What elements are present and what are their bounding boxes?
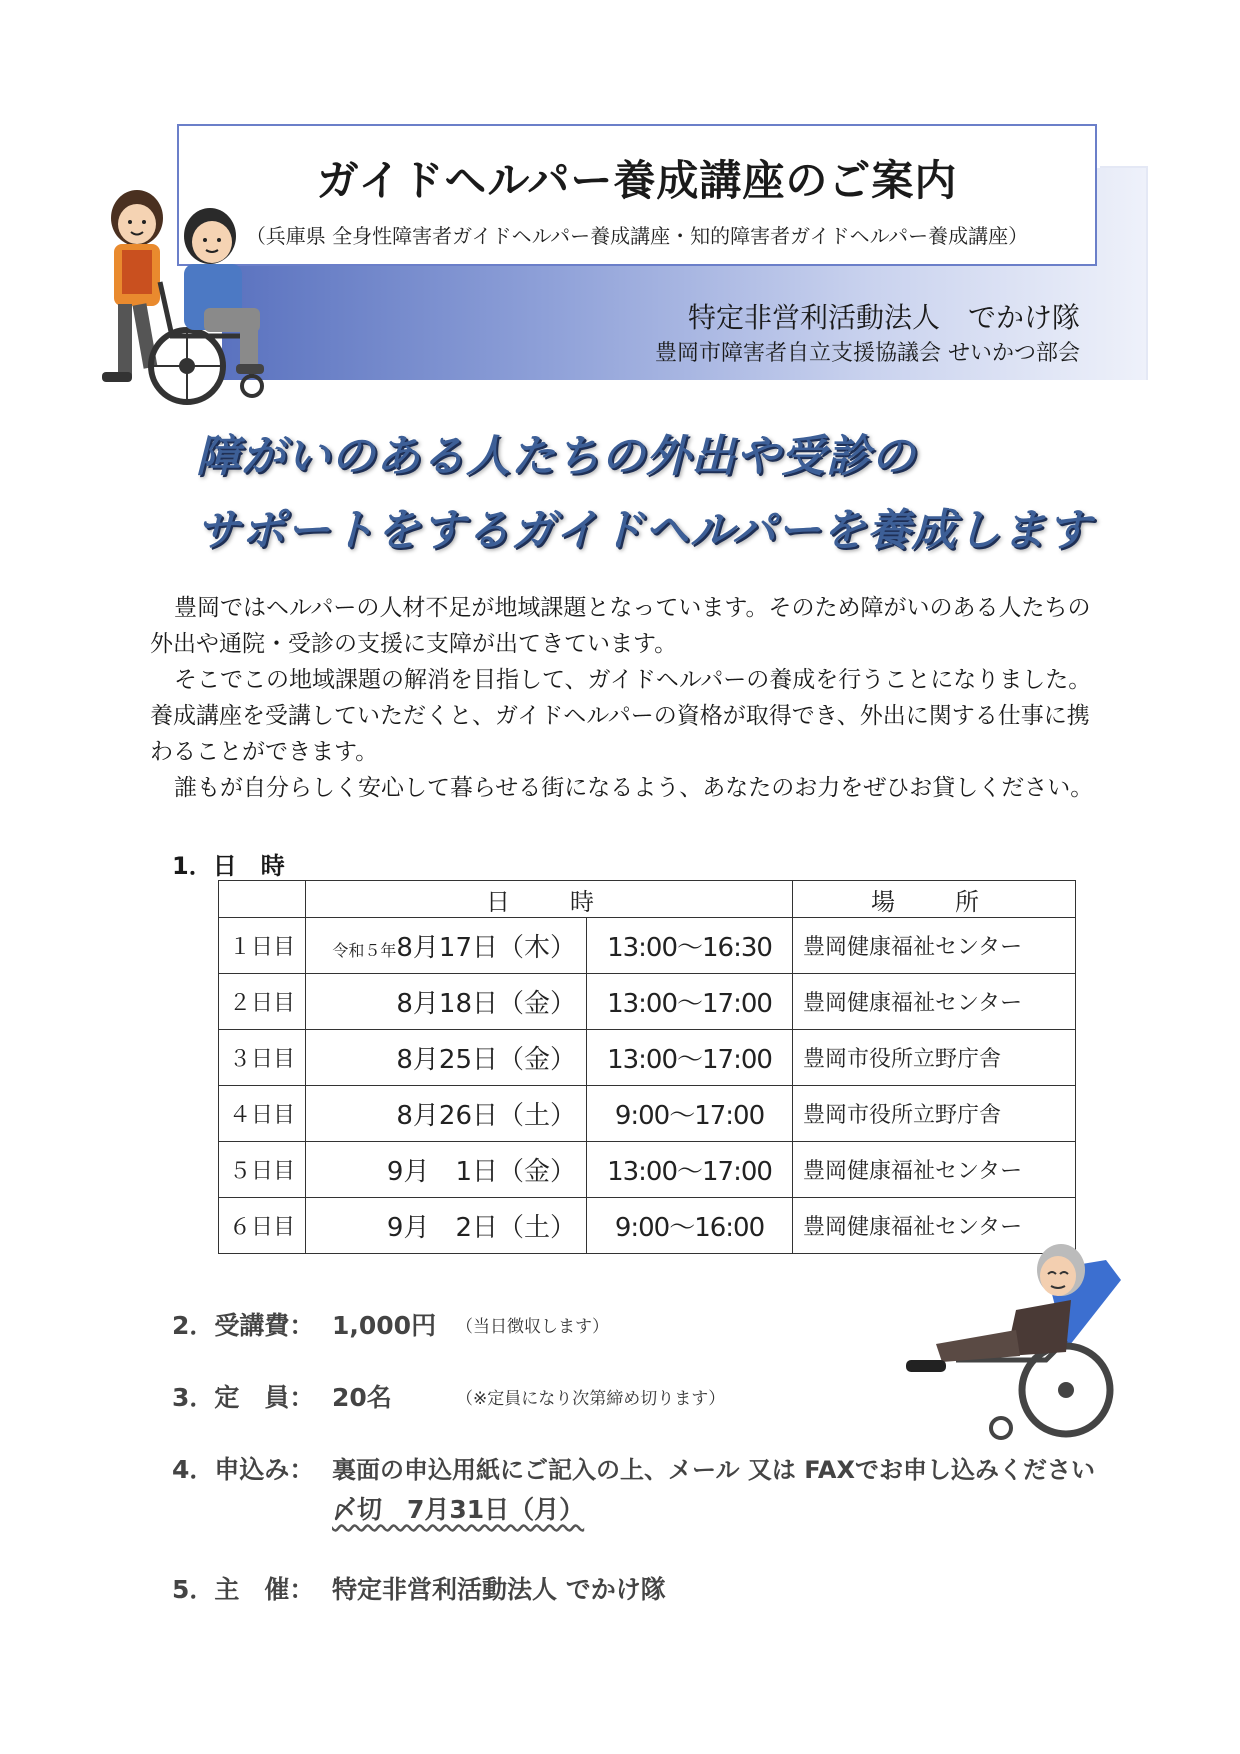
apply-value: 裏面の申込用紙にご記入の上、メール 又は FAXでお申し込みください	[332, 1456, 1095, 1484]
date-cell: 8月25日（金）	[306, 1030, 587, 1086]
day-cell: ３日目	[219, 1030, 306, 1086]
host-value: 特定非営利活動法人 でかけ隊	[332, 1575, 666, 1604]
time-cell: 13:00～16:30	[587, 918, 793, 974]
table-row	[219, 974, 1076, 1030]
time-cell: 13:00～17:00	[587, 974, 793, 1030]
date-cell	[306, 918, 587, 974]
table-header-row	[219, 881, 1076, 918]
catchphrase-line-1: 障がいのある人たちの外出や受診の	[196, 431, 916, 482]
era-label: 令和５年	[332, 941, 397, 960]
organization-subtitle: 豊岡市障害者自立支援協議会 せいかつ部会	[655, 341, 1080, 366]
page-subtitle: （兵庫県 全身性障害者ガイドヘルパー養成講座・知的障害者ガイドヘルパー養成講座）	[245, 224, 1029, 248]
capacity-note: （※定員になり次第締め切ります）	[456, 1389, 726, 1409]
deadline: 〆切 7月31日（月）	[332, 1495, 585, 1524]
intro-paragraph-3: 誰もが自分らしく安心して暮らせる街になるよう、あなたのお力をぜひお貸しください。	[174, 775, 1094, 801]
place-cell: 豊岡健康福祉センター	[793, 1198, 1076, 1254]
day-cell: ４日目	[219, 1086, 306, 1142]
place-cell: 豊岡市役所立野庁舎	[793, 1030, 1076, 1086]
elderly-wheelchair-illustration	[896, 1230, 1136, 1442]
organization-name: 特定非営利活動法人 でかけ隊	[687, 301, 1080, 334]
day-cell: ６日目	[219, 1198, 306, 1254]
date-cell: 9月 2日（土）	[306, 1198, 587, 1254]
table-row	[219, 1086, 1076, 1142]
place-cell: 豊岡市役所立野庁舎	[793, 1086, 1076, 1142]
time-cell: 9:00～16:00	[587, 1198, 793, 1254]
capacity-value: 20名	[332, 1383, 392, 1412]
header-empty	[219, 881, 306, 918]
day-cell: ５日目	[219, 1142, 306, 1198]
table-row	[219, 918, 1076, 974]
table-row	[219, 1142, 1076, 1198]
host-label: 5．主 催：	[172, 1575, 315, 1604]
date-cell: 8月26日（土）	[306, 1086, 587, 1142]
capacity-label: 3．定 員：	[172, 1383, 315, 1412]
date-cell: 9月 1日（金）	[306, 1142, 587, 1198]
time-cell: 13:00～17:00	[587, 1142, 793, 1198]
catchphrase-line-2: サポートをするガイドヘルパーを養成します	[196, 505, 1092, 556]
table-row	[219, 1030, 1076, 1086]
fee-label: 2．受講費：	[172, 1311, 315, 1340]
fee-value: 1,000円	[332, 1311, 437, 1340]
schedule-heading: 1．日 時	[172, 852, 285, 880]
place-cell: 豊岡健康福祉センター	[793, 1142, 1076, 1198]
day-cell: ２日目	[219, 974, 306, 1030]
intro-text	[150, 590, 1110, 806]
schedule-table	[218, 880, 1076, 1254]
place-cell: 豊岡健康福祉センター	[793, 918, 1076, 974]
caregiver-wheelchair-illustration	[92, 186, 282, 411]
fee-note: （当日徴収します）	[456, 1317, 609, 1337]
page-title: ガイドヘルパー養成講座のご案内	[316, 156, 958, 205]
intro-paragraph-1: 豊岡ではヘルパーの人材不足が地域課題となっています。そのため障がいのある人たちの外出や通院・受診の支援に支障が出てきています。	[150, 595, 1091, 657]
time-cell: 9:00～17:00	[587, 1086, 793, 1142]
date-cell: 8月18日（金）	[306, 974, 587, 1030]
place-cell: 豊岡健康福祉センター	[793, 974, 1076, 1030]
apply-label: 4．申込み：	[172, 1455, 315, 1484]
intro-paragraph-2: そこでこの地域課題の解消を目指して、ガイドヘルパーの養成を行うことになりました。養成講座を受講していただくと、ガイドヘルパーの資格が取得でき、外出に関する仕事に携わることができます。	[150, 667, 1092, 765]
header-place: 場 所	[793, 881, 1076, 918]
header-datetime: 日 時	[306, 881, 793, 918]
date-value: 8月17日（木）	[396, 933, 576, 963]
time-cell: 13:00～17:00	[587, 1030, 793, 1086]
day-cell: １日目	[219, 918, 306, 974]
